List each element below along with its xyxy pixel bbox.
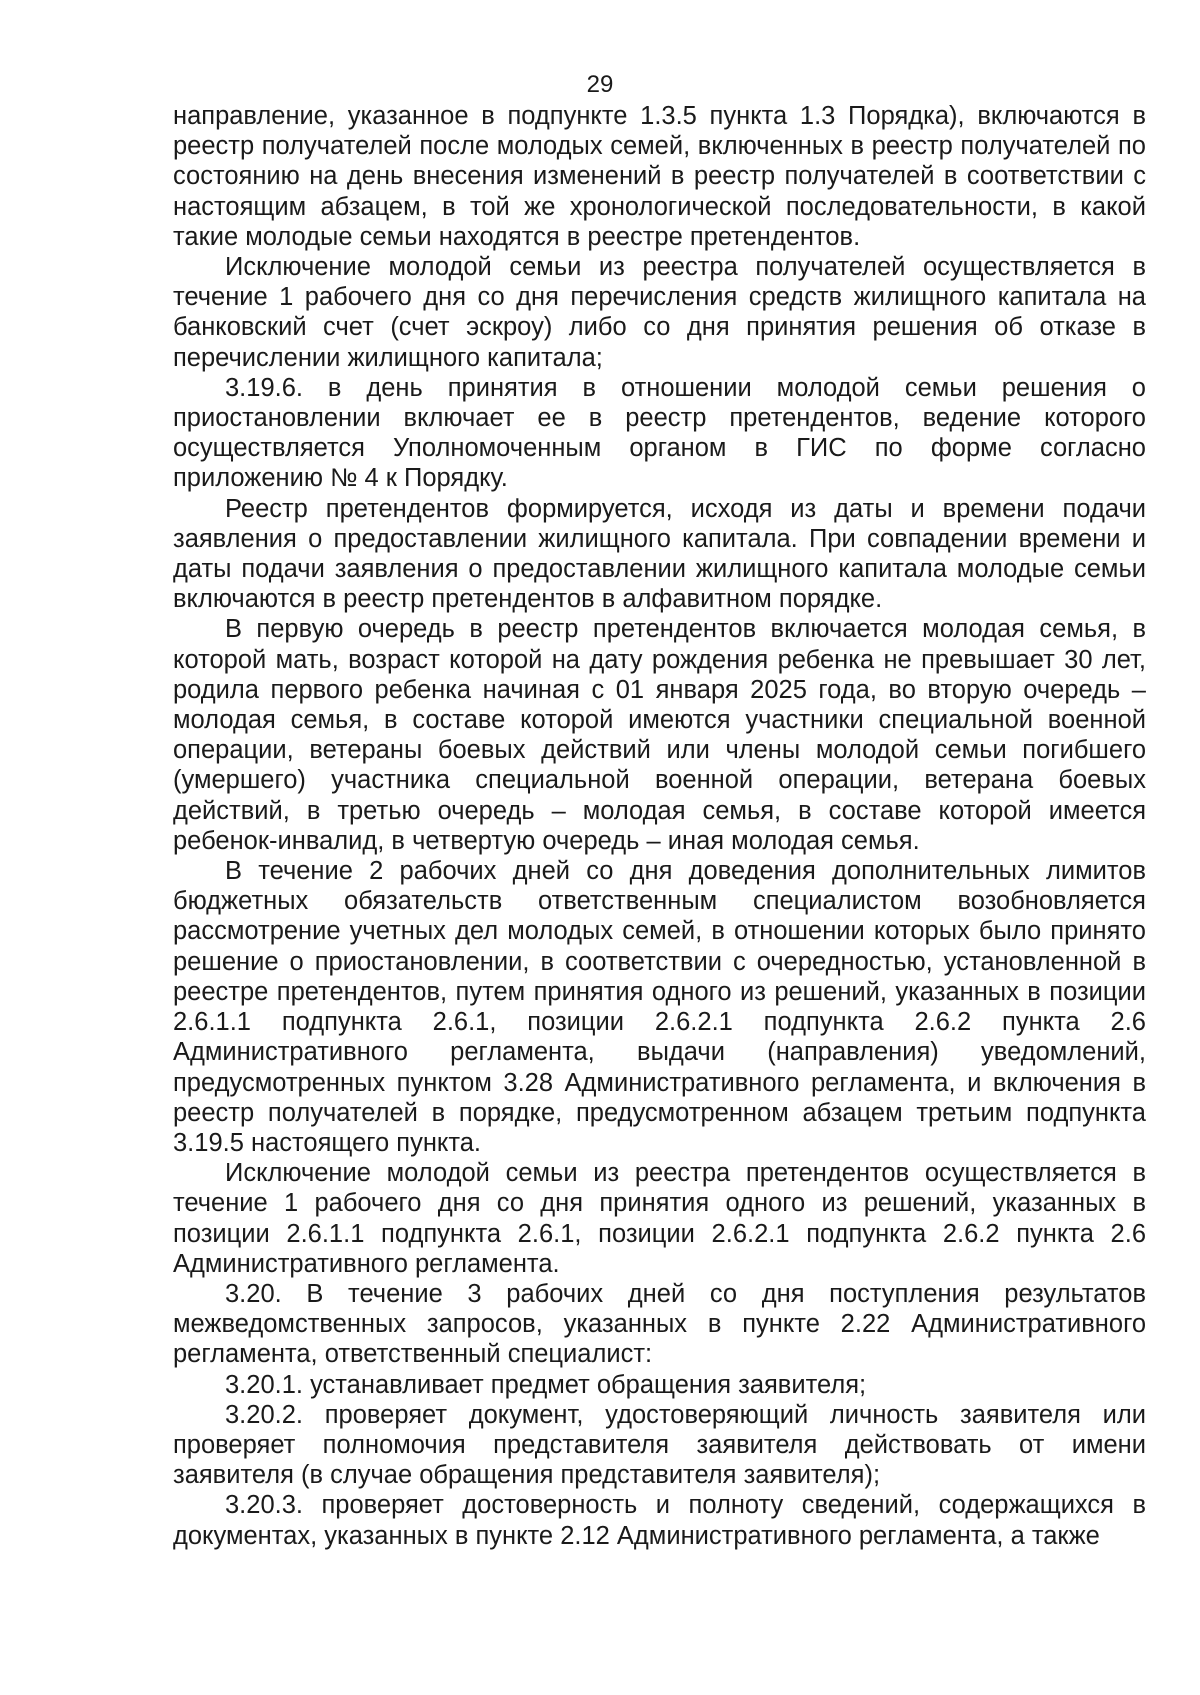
paragraph-text: Исключение молодой семьи из реестра получателей осуществляется в течение 1 рабочего дня со дня перечисления средств жилищного капитала на банковский счет (счет эскроу) либо со дня принятия решения об отказе в перечислении жилищного капитала; xyxy=(173,253,1146,372)
paragraph-number: 3.20.1. xyxy=(225,1370,303,1399)
paragraph-text: Исключение молодой семьи из реестра претендентов осуществляется в течение 1 рабочего дня со дня принятия одного из решений, указанных в позиции 2.6.1.1 подпункта 2.6.1, позиции 2.6.2.1 подпункта 2.6.2 пункта 2.6 Административного регламента. xyxy=(173,1159,1146,1278)
paragraph xyxy=(173,856,1146,1158)
paragraph-text: Реестр претендентов формируется, исходя из даты и времени подачи заявления о предоставлении жилищного капитала. При совпадении времени и даты подачи заявления о предоставлении жилищного капитала молодые семьи включаются в реестр претендентов в алфавитном порядке. xyxy=(173,494,1146,614)
paragraph-number: 3.20.2. xyxy=(225,1400,303,1429)
paragraph xyxy=(173,252,1146,373)
page-number: 29 xyxy=(586,71,614,98)
paragraph-text: проверяет документ, удостоверяющий личность заявителя или проверяет полномочия представителя заявителя действовать от имени заявителя (в случае обращения представителя заявителя); xyxy=(173,1400,1146,1490)
paragraph xyxy=(173,494,1146,615)
paragraph-text: проверяет достоверность и полноту сведений, содержащихся в документах, указанных в пункте 2.12 Административного регламента, а также xyxy=(173,1491,1146,1550)
document-body xyxy=(173,101,1146,1551)
numbered-paragraph xyxy=(173,1279,1146,1370)
numbered-paragraph xyxy=(173,1370,1146,1400)
numbered-paragraph xyxy=(173,373,1146,494)
paragraph xyxy=(173,1158,1146,1279)
paragraph-number: 3.20.3. xyxy=(225,1491,303,1520)
paragraph xyxy=(173,614,1146,856)
paragraph-number: 3.20. xyxy=(225,1279,282,1308)
paragraph-text: В течение 3 рабочих дней со дня поступления результатов межведомственных запросов, указанных в пункте 2.22 Административного регламента, ответственный специалист: xyxy=(173,1279,1146,1369)
numbered-paragraph xyxy=(173,1400,1146,1491)
paragraph-number: 3.19.6. xyxy=(225,373,303,402)
paragraph-text: направление, указанное в подпункте 1.3.5 пункта 1.3 Порядка), включаются в реестр получателей после молодых семей, включенных в реестр получателей по состоянию на день внесения изменений в реестр получателей в соответствии с настоящим абзацем, в той же хронологической последовательности, в какой такие молодые семьи находятся в реестре претендентов. xyxy=(173,102,1146,251)
paragraph-text: в день принятия в отношении молодой семьи решения о приостановлении включает ее в реестр претендентов, ведение которого осуществляется Уполномоченным органом в ГИС по форме согласно приложению № 4 к Порядку. xyxy=(173,373,1146,493)
paragraph-text: устанавливает предмет обращения заявителя; xyxy=(310,1370,867,1399)
paragraph-text: В течение 2 рабочих дней со дня доведения дополнительных лимитов бюджетных обязательств ответственным специалистом возобновляется рассмотрение учетных дел молодых семей, в отношении которых было принято решение о приостановлении, в соответствии с очередностью, установленной в реестре претендентов, путем принятия одного из решений, указанных в позиции 2.6.1.1 подпункта 2.6.1, позиции 2.6.2.1 подпункта 2.6.2 пункта 2.6 Административного регламента, выдачи (направления) уведомлений, предусмотренных пунктом 3.28 Административного регламента, и включения в реестр получателей в порядке, предусмотренном абзацем третьим подпункта 3.19.5 настоящего пункта. xyxy=(173,857,1146,1157)
paragraph-text: В первую очередь в реестр претендентов включается молодая семья, в которой мать, возраст которой на дату рождения ребенка не превышает 30 лет, родила первого ребенка начиная с 01 января 2025 года, во вторую очередь – молодая семья, в составе которой имеются участники специальной военной операции, ветераны боевых действий или члены молодой семьи погибшего (умершего) участника специальной военной операции, ветерана боевых действий, в третью очередь – молодая семья, в составе которой имеется ребенок-инвалид, в четвертую очередь – иная молодая семья. xyxy=(173,615,1146,855)
numbered-paragraph xyxy=(173,1490,1146,1550)
paragraph xyxy=(173,101,1146,252)
